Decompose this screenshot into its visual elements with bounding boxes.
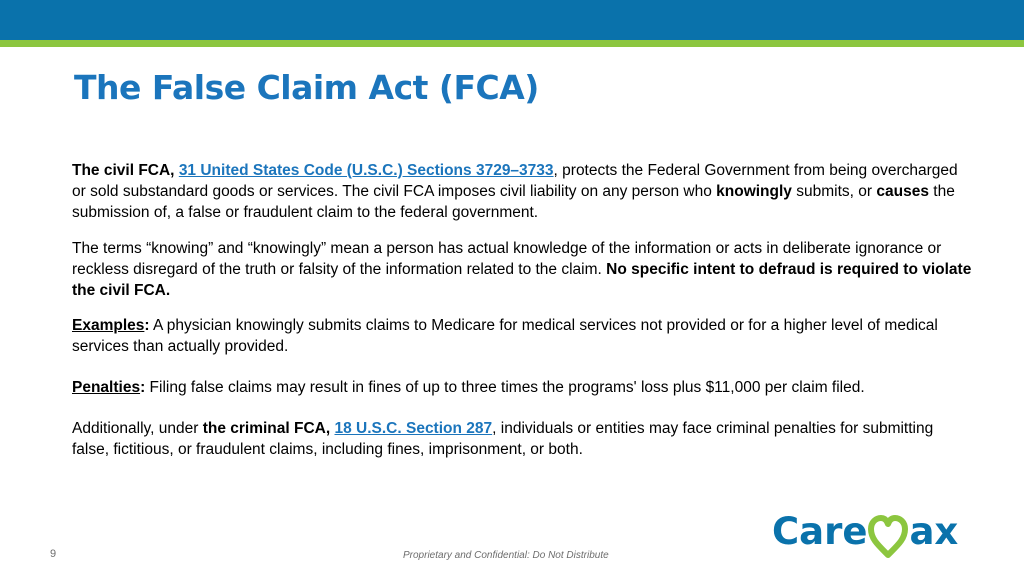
knowingly-emphasis: knowingly: [716, 183, 792, 200]
penalties-text: Filing false claims may result in fines of up to three times the programs' loss plus $11,000 per claim filed.: [149, 379, 865, 396]
slide-body: [72, 160, 972, 460]
header-accent-stripe: [0, 40, 1024, 47]
civil-fca-lead: The civil FCA,: [72, 162, 175, 179]
civil-fca-paragraph: [72, 160, 972, 223]
confidential-footer: Proprietary and Confidential: Do Not Distribute: [403, 550, 609, 561]
causes-emphasis: causes: [876, 183, 929, 200]
civil-fca-text-1: , protects the Federal Government from being overcharged or sold substandard goods or services. The civil FCA imposes civil liability on any person who: [72, 162, 958, 200]
caremax-logo: [772, 512, 962, 564]
criminal-fca-text-2: , individuals or entities may face criminal penalties for submitting false, fictitious, or fraudulent claims, including fines, imprisonment, or both.: [72, 420, 934, 458]
examples-paragraph: [72, 315, 972, 357]
criminal-fca-paragraph: [72, 418, 972, 460]
penalties-colon: :: [140, 379, 146, 396]
logo-text-care: Care: [772, 510, 868, 553]
penalties-paragraph: [72, 377, 972, 398]
examples-text: A physician knowingly submits claims to Medicare for medical services not provided or for a higher level of medical services than actually provided.: [72, 317, 938, 355]
intent-emphasis: No specific intent to defraud is required to violate the civil FCA.: [72, 261, 972, 299]
civil-fca-text-2: submits, or: [796, 183, 873, 200]
criminal-fca-text-1: Additionally, under: [72, 420, 199, 437]
examples-colon: :: [144, 317, 150, 334]
top-header-bar: [0, 0, 1024, 40]
penalties-label: Penalties: [72, 379, 141, 396]
knowing-definition-text: The terms “knowing” and “knowingly” mean a person has actual knowledge of the information or acts in deliberate ignorance or reckless disregard of the truth or falsity of the information related to the claim.: [72, 240, 942, 278]
page-number: 9: [50, 548, 57, 560]
examples-label: Examples: [72, 317, 145, 334]
page-title: The False Claim Act (FCA): [74, 68, 539, 107]
logo-text-ax: ax: [909, 510, 959, 553]
knowing-definition-paragraph: [72, 238, 972, 301]
criminal-fca-lead: the criminal FCA,: [202, 420, 331, 437]
usc-3729-link[interactable]: 31 United States Code (U.S.C.) Sections 3729–3733: [178, 162, 554, 179]
heart-m-icon: [868, 515, 908, 559]
civil-fca-text-3: the submission of, a false or fraudulent claim to the federal government.: [72, 183, 955, 221]
usc-287-link[interactable]: 18 U.S.C. Section 287: [334, 420, 493, 437]
